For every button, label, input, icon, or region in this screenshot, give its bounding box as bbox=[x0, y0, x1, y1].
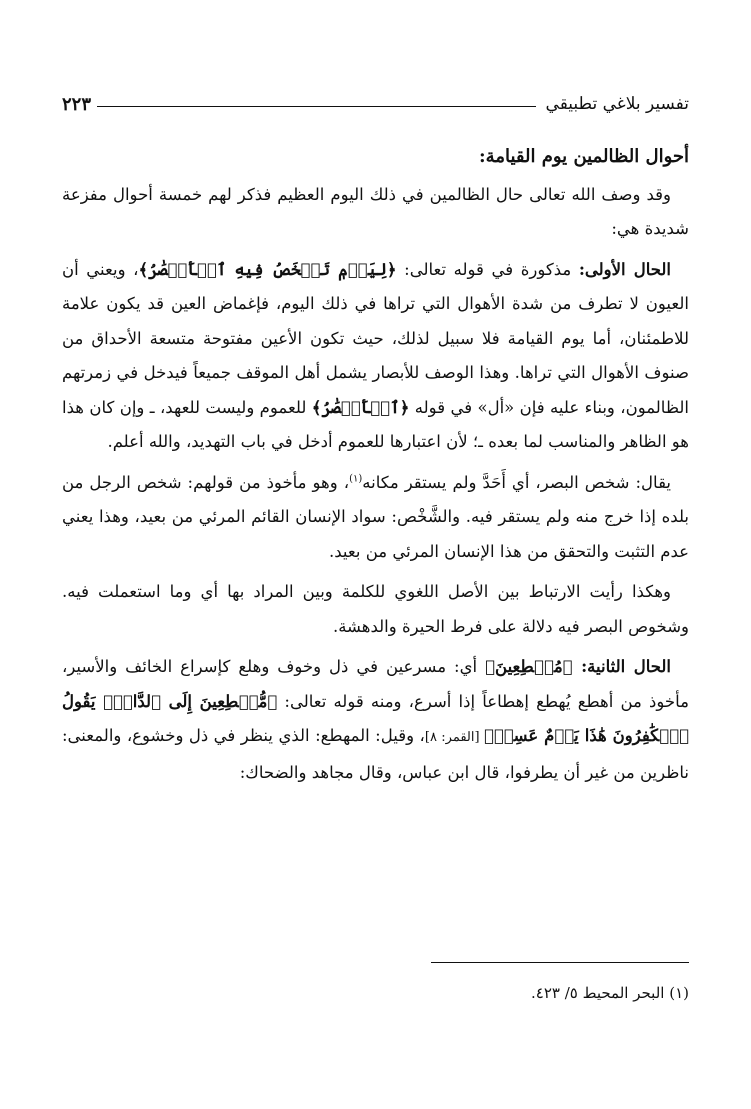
footnote-marker[interactable]: (١) bbox=[349, 473, 363, 484]
footnote: (١) البحر المحيط ٥/ ٤٢٣. bbox=[530, 984, 689, 1002]
second-state-text-1: أي: مسرعين في ذل وخوف وهلع كإسراع الخائف والأسير، مأخوذ من أهطع يُهطع إهطاعاً إذا أسرع، ومنه قوله تعالى: bbox=[62, 657, 689, 711]
paragraph-first-state bbox=[62, 253, 689, 460]
paragraph-definition bbox=[62, 466, 689, 570]
quran-word: ﴿ٱلۡأَبۡصَٰرُ﴾ bbox=[311, 397, 410, 417]
definition-text-1: يقال: شخص البصر، أي أَحَدَّ ولم يستقر مكانه bbox=[362, 472, 672, 492]
second-state-text-2: ، وقيل: المهطع: الذي ينظر في ذل وخشوع، والمعنى: ناظرين من غير أن يطرفوا، قال ابن عباس، وقال مجاهد والضحاك: bbox=[62, 726, 689, 782]
header-rule bbox=[97, 106, 536, 107]
paragraph-connection: وهكذا رأيت الارتباط بين الأصل اللغوي للكلمة وبين المراد بها أي وما استعملت فيه. وشخوص البصر فيه دلالة على فرط الحيرة والدهشة. bbox=[62, 582, 689, 636]
page-number: ٢٢٣ bbox=[62, 93, 92, 115]
quran-verse: ﴿لِيَوۡمٖ تَشۡخَصُ فِيهِ ٱلۡأَبۡصَٰرُ﴾ bbox=[138, 259, 397, 279]
paragraph-second-state bbox=[62, 650, 689, 790]
first-state-text-3: للعموم وليست للعهد، ـ وإن كان هذا هو الظاهر والمناسب لما بعده ـ؛ لأن اعتبارها للعموم أدخل في باب التهديد، والله أعلم. bbox=[62, 397, 689, 451]
first-state-text-1: مذكورة في قوله تعالى: bbox=[396, 259, 579, 279]
second-state-label: الحال الثانية: bbox=[581, 657, 671, 676]
page-body bbox=[62, 140, 689, 796]
intro-paragraph: وقد وصف الله تعالى حال الظالمين في ذلك اليوم العظيم فذكر لهم خمسة أحوال مفزعة شديدة هي: bbox=[62, 184, 689, 238]
running-title: تفسير بلاغي تطبيقي bbox=[545, 94, 689, 114]
definition-text-2: ، وهو مأخوذ من قولهم: شخص الرجل من بلده إذا خرج منه ولم يستقر فيه. والشَّخْص: سواد الإنسان القائم المرئي من بعيد، وهذا يعني عدم التثبت والتحقق من هذا الإنسان المرئي من بعيد. bbox=[62, 472, 689, 561]
first-state-text-2: ، ويعني أن العيون لا تطرف من شدة الأهوال التي تراها في ذلك اليوم، فإغماض العين قد يكون علامة للاطمئنان، أما يوم القيامة فلا سبيل لذلك، حيث تكون الأعين مفتوحة متسعة الأحداق من صنوف الأهوال التي تراها. وهذا الوصف للأبصار يشمل أهل الموقف جميعاً فيدخل في زمرتهم الظالمون، وبناء عليه فإن «أل» في قوله bbox=[62, 259, 689, 417]
first-state-label: الحال الأولى: bbox=[578, 259, 672, 279]
quran-word: ﴿مُهۡطِعِينَ﴾ bbox=[485, 657, 582, 676]
quran-verse: ﴿مُّهۡطِعِينَ إِلَى ٱلدَّاعِۖ يَقُولُ ٱلۡكَٰفِرُونَ هَٰذَا يَوۡمٌ عَسِرٞ﴾ bbox=[62, 691, 689, 745]
page-header bbox=[62, 86, 689, 122]
surah-reference: [القمر: ٨] bbox=[424, 730, 484, 745]
section-heading: أحوال الظالمين يوم القيامة: bbox=[479, 146, 689, 167]
footnote-rule bbox=[431, 962, 689, 963]
